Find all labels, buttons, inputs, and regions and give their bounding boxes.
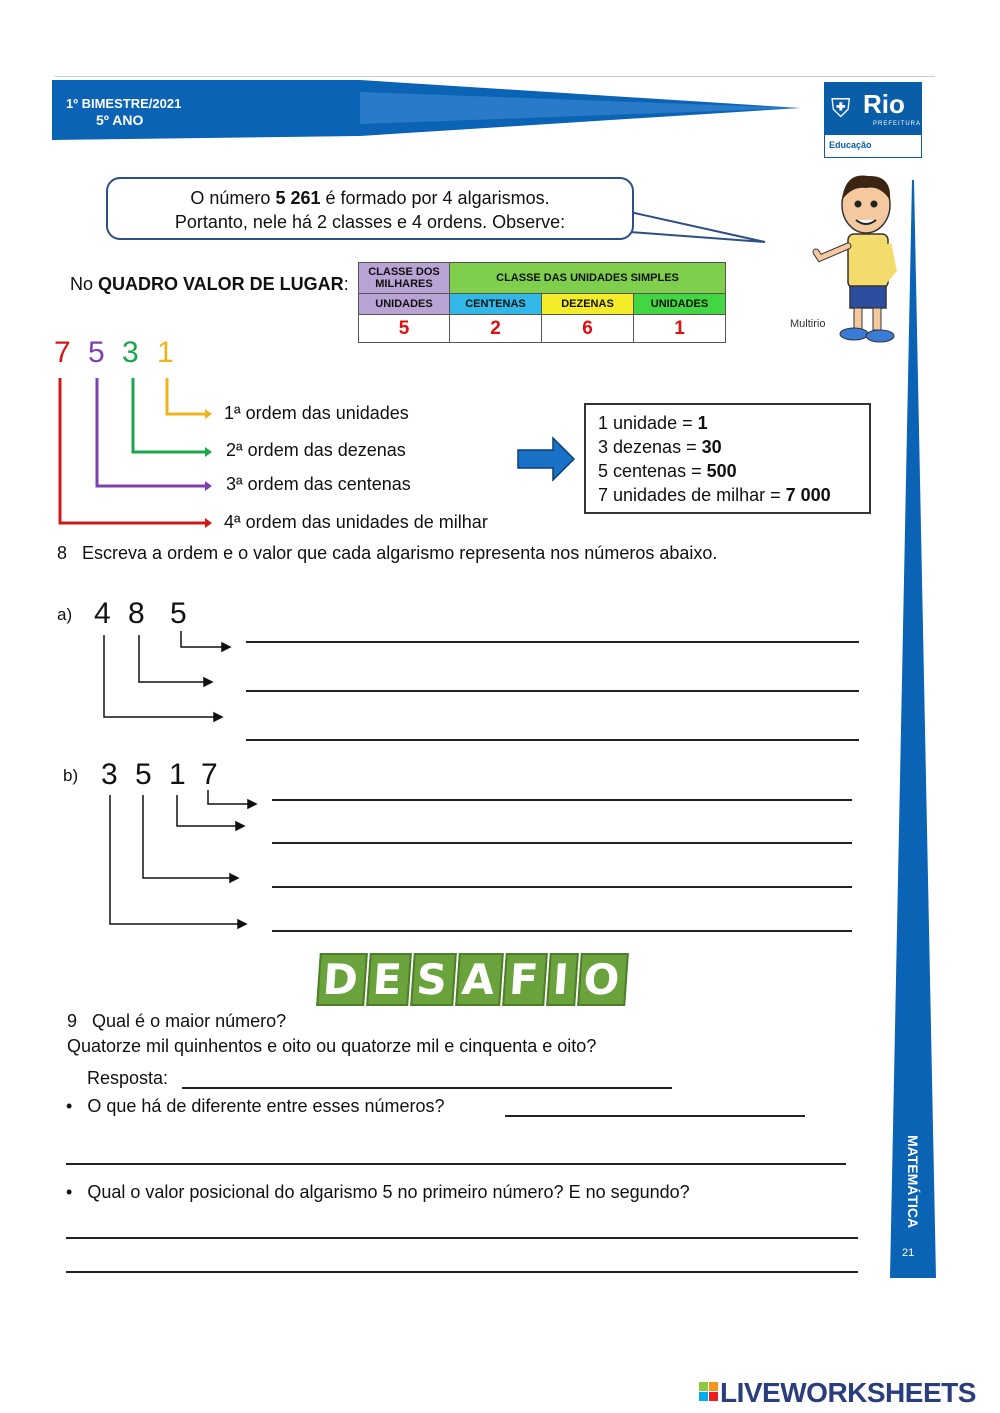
- question-9-text: Quatorze mil quinhentos e oito ou quatorze mil e cinquenta e oito?: [67, 1036, 597, 1056]
- character-credit: Multirio: [790, 318, 826, 330]
- exercise-a-digit: 5: [170, 597, 187, 630]
- qvl-label: No QUADRO VALOR DE LUGAR:: [70, 274, 349, 294]
- exercise-b-digit: 3: [101, 758, 118, 791]
- place-value-table: [358, 262, 726, 343]
- exercise-a-arrows: [104, 631, 230, 721]
- values-box: 1 unidade = 1 3 dezenas = 30 5 centenas = 500 7 unidades de milhar = 7 000: [584, 403, 871, 514]
- exercise-b-arrows: [110, 790, 256, 928]
- crest-icon: ⛨: [831, 93, 851, 123]
- exercise-b-digit: 5: [135, 758, 152, 791]
- answer-line[interactable]: [505, 1115, 805, 1117]
- qvl-digit: 1: [634, 315, 726, 343]
- exercise-a-digit: 8: [128, 597, 145, 630]
- class-simples-header: CLASSE DAS UNIDADES SIMPLES: [450, 263, 726, 294]
- example-digit: 3: [122, 336, 139, 369]
- sub-header: DEZENAS: [542, 294, 634, 315]
- character-illustration: [816, 176, 894, 343]
- order-label: 3ª ordem das centenas: [226, 474, 411, 494]
- side-strip: [890, 180, 936, 1278]
- example-digit: 1: [157, 336, 174, 369]
- answer-line[interactable]: [246, 739, 859, 741]
- order-arrows: [60, 378, 212, 528]
- answer-line[interactable]: [66, 1271, 858, 1273]
- example-digit: 5: [88, 336, 105, 369]
- sub-header: UNIDADES: [359, 294, 450, 315]
- exercise-b-digit: 7: [201, 758, 218, 791]
- subject-label: MATEMÁTICA: [905, 1135, 921, 1229]
- question-9-title: 9 Qual é o maior número?: [67, 1011, 287, 1031]
- resposta-line[interactable]: [182, 1087, 672, 1089]
- order-label: 4ª ordem das unidades de milhar: [224, 512, 488, 532]
- exercise-b-digit: 1: [169, 758, 186, 791]
- exercise-b-label: b): [63, 766, 79, 785]
- bubble-tail: [630, 212, 765, 242]
- arrow-hundreds: [97, 378, 205, 486]
- bimestre-label: 1º BIMESTRE/2021: [66, 96, 182, 111]
- desafio-title: D E S A F I O: [316, 953, 631, 1006]
- answer-line[interactable]: [246, 641, 859, 643]
- bullet-icon: •: [66, 1182, 73, 1202]
- question-8: 8 Escreva a ordem e o valor que cada algarismo representa nos números abaixo.: [57, 543, 718, 563]
- header-title: [66, 96, 181, 128]
- resposta-label: Resposta:: [87, 1068, 169, 1088]
- order-label: 1ª ordem das unidades: [224, 403, 409, 423]
- answer-line[interactable]: [66, 1237, 858, 1239]
- bullet-icon: •: [66, 1096, 73, 1116]
- qvl-digit: 2: [450, 315, 542, 343]
- exercise-a-label: a): [57, 605, 73, 624]
- right-arrow: [518, 438, 574, 480]
- qvl-digit: 5: [359, 315, 450, 343]
- speech-bubble: O número 5 261 é formado por 4 algarismos. Portanto, nele há 2 classes e 4 ordens. Observe:: [106, 177, 634, 240]
- qvl-digit: 6: [542, 315, 634, 343]
- page-number: 21: [902, 1247, 915, 1259]
- order-label: 2ª ordem das dezenas: [226, 440, 406, 460]
- bullet-2: • Qual o valor posicional do algarismo 5 no primeiro número? E no segundo?: [66, 1182, 690, 1202]
- sub-header: UNIDADES: [634, 294, 726, 315]
- answer-line[interactable]: [246, 690, 859, 692]
- answer-line[interactable]: [272, 886, 852, 888]
- answer-line[interactable]: [272, 799, 852, 801]
- class-milhares-header: CLASSE DOS MILHARES: [359, 263, 450, 294]
- arrow-units: [167, 378, 205, 414]
- exercise-a-digit: 4: [94, 597, 111, 630]
- liveworksheets-brand: LIVEWORKSHEETS: [720, 1377, 976, 1408]
- answer-line[interactable]: [272, 842, 852, 844]
- rio-prefeitura-logo: ⛨ Rio PREFEITURA Educação: [824, 82, 922, 158]
- bullet-1: • O que há de diferente entre esses números?: [66, 1096, 445, 1116]
- sub-header: CENTENAS: [450, 294, 542, 315]
- grade-label: 5º ANO: [96, 112, 144, 128]
- answer-line[interactable]: [66, 1163, 846, 1165]
- answer-line[interactable]: [272, 930, 852, 932]
- example-digit: 7: [54, 336, 71, 369]
